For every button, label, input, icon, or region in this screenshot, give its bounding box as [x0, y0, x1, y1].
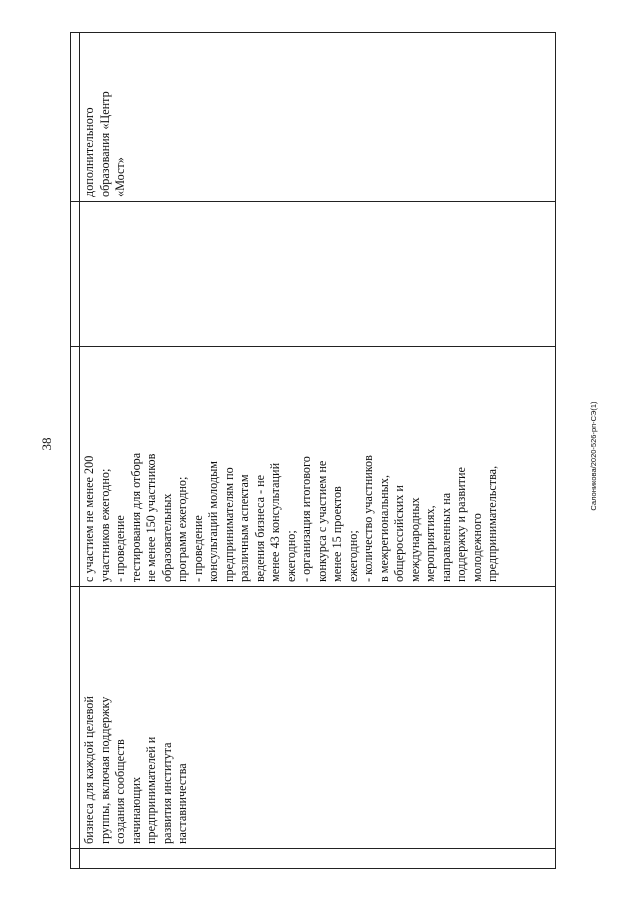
- text-line: программ ежегодно;: [175, 476, 189, 582]
- page-number: 38: [39, 437, 54, 451]
- text-line: менее 43 консультаций: [268, 462, 282, 582]
- text-line: группы, включая поддержку: [97, 696, 112, 844]
- table-container: [70, 33, 556, 869]
- spacer-cell: [71, 849, 80, 869]
- text-line: развития института: [159, 742, 174, 844]
- text-line: - организация итогового: [299, 456, 313, 582]
- text-line: наставничества: [175, 763, 189, 844]
- text-line: участников ежегодно;: [97, 468, 112, 582]
- text-line: молодежного: [469, 513, 484, 582]
- text-line: предпринимательства,: [485, 465, 499, 582]
- text-line: предпринимателям по: [221, 467, 236, 582]
- text-line: образования «Центр: [97, 91, 112, 197]
- table-row: [80, 33, 556, 869]
- text-line: поддержку и развитие: [454, 467, 468, 582]
- text-line: ежегодно;: [345, 530, 360, 582]
- text-line: - проведение: [190, 515, 205, 582]
- text-line: «Мост»: [113, 157, 127, 197]
- text-line: - проведение: [113, 515, 127, 582]
- text-line: бизнеса для каждой целевой: [82, 696, 96, 844]
- text-line: тестирования для отбора: [128, 452, 143, 582]
- text-line: с участием не менее 200: [82, 455, 96, 582]
- empty-number-cell: [80, 849, 556, 869]
- executor-cell: [80, 33, 556, 202]
- table-top-spacer-row: [71, 33, 80, 869]
- text-line: не менее 150 участников: [144, 453, 158, 582]
- spacer-cell: [71, 202, 80, 347]
- indicators-text: [82, 351, 501, 582]
- indicators-cell: [80, 347, 556, 587]
- activity-text: [82, 591, 191, 844]
- text-line: мероприятиях,: [423, 505, 437, 582]
- text-line: консультаций молодым: [206, 461, 220, 582]
- rotated-table-frame: [70, 33, 556, 869]
- spacer-cell: [71, 347, 80, 587]
- text-line: создания сообществ: [113, 739, 127, 844]
- text-line: дополнительного: [82, 107, 96, 197]
- spacer-cell: [71, 587, 80, 849]
- text-line: в межрегиональных,: [376, 475, 391, 582]
- text-line: общероссийских и: [392, 485, 406, 582]
- text-line: менее 15 проектов: [330, 486, 344, 582]
- text-line: различным аспектам: [237, 474, 251, 582]
- footer-code: Салоникова/2020-526-рп-СЭ(1): [589, 401, 598, 511]
- text-line: конкурса с участием не: [314, 460, 329, 582]
- text-line: предпринимателей и: [144, 736, 158, 844]
- spacer-cell: [71, 33, 80, 202]
- text-line: - количество участников: [361, 455, 375, 582]
- activity-cell: [80, 587, 556, 849]
- executor-text: [82, 37, 129, 197]
- program-table: [70, 32, 556, 869]
- text-line: ежегодно;: [283, 530, 298, 582]
- text-line: международных: [407, 497, 422, 582]
- text-line: направленных на: [438, 492, 453, 582]
- text-line: образовательных: [159, 493, 174, 582]
- text-line: ведения бизнеса - не: [252, 474, 267, 582]
- empty-cell: [80, 202, 556, 347]
- text-line: начинающих: [128, 776, 143, 844]
